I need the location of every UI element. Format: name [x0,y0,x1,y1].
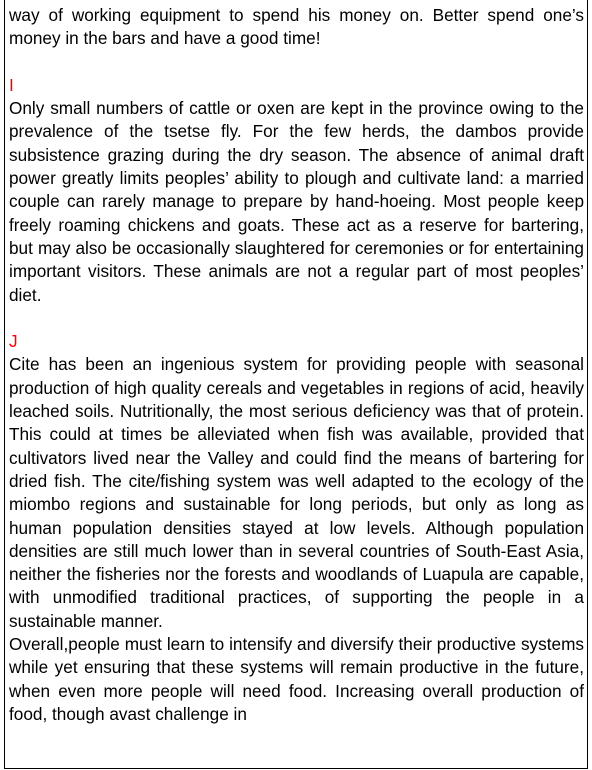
section-letter-j: J [9,331,18,352]
paragraph-gap [9,307,584,330]
section-i-paragraph-1: Only small numbers of cattle or oxen are kept in the province owing to the prevalence of the tsetse fly. For the few herds, the dambos provide subsistence grazing during the dry season. The absence of animal draft power greatly limits peoples’ ability to plough and cultivate land: a married couple can rarely manage to prepare by hand-hoeing. Most people keep freely roaming chickens and goats. These act as a reserve for bartering, but may also be occasionally slaughtered for ceremonies or for entertaining important visitors. These animals are not a regular part of most peoples’ diet. [9,98,584,305]
intro-paragraph: way of working equipment to spend his money on. Better spend one’s money in the bars and have a good time! [9,5,584,49]
paragraph-gap [9,51,584,74]
section-letter-i: I [9,74,14,95]
document-page [4,0,588,769]
section-j-paragraph-2: Overall,people must learn to intensify and diversify their productive systems while yet ensuring that these systems will remain productive in the future, when even more people will need food. Increasing overall production of food, though avast challenge in [9,634,584,724]
section-j-paragraph-1: Cite has been an ingenious system for providing people with seasonal production of high quality cereals and vegetables in regions of acid, heavily leached soils. Nutritionally, the most serious deficiency was that of protein. This could at times be alleviated when fish was available, provided that cultivators lived near the Valley and could find the means of bartering for dried fish. The cite/fishing system was well adapted to the ecology of the miombo regions and sustainable for long periods, but only as long as human population densities stayed at low levels. Although population densities are still much lower than in several countries of South-East Asia, neither the fisheries nor the forests and woodlands of Luapula are capable, with unmodified traditional practices, of supporting the people in a sustainable manner. [9,354,584,631]
document-body [9,4,584,726]
